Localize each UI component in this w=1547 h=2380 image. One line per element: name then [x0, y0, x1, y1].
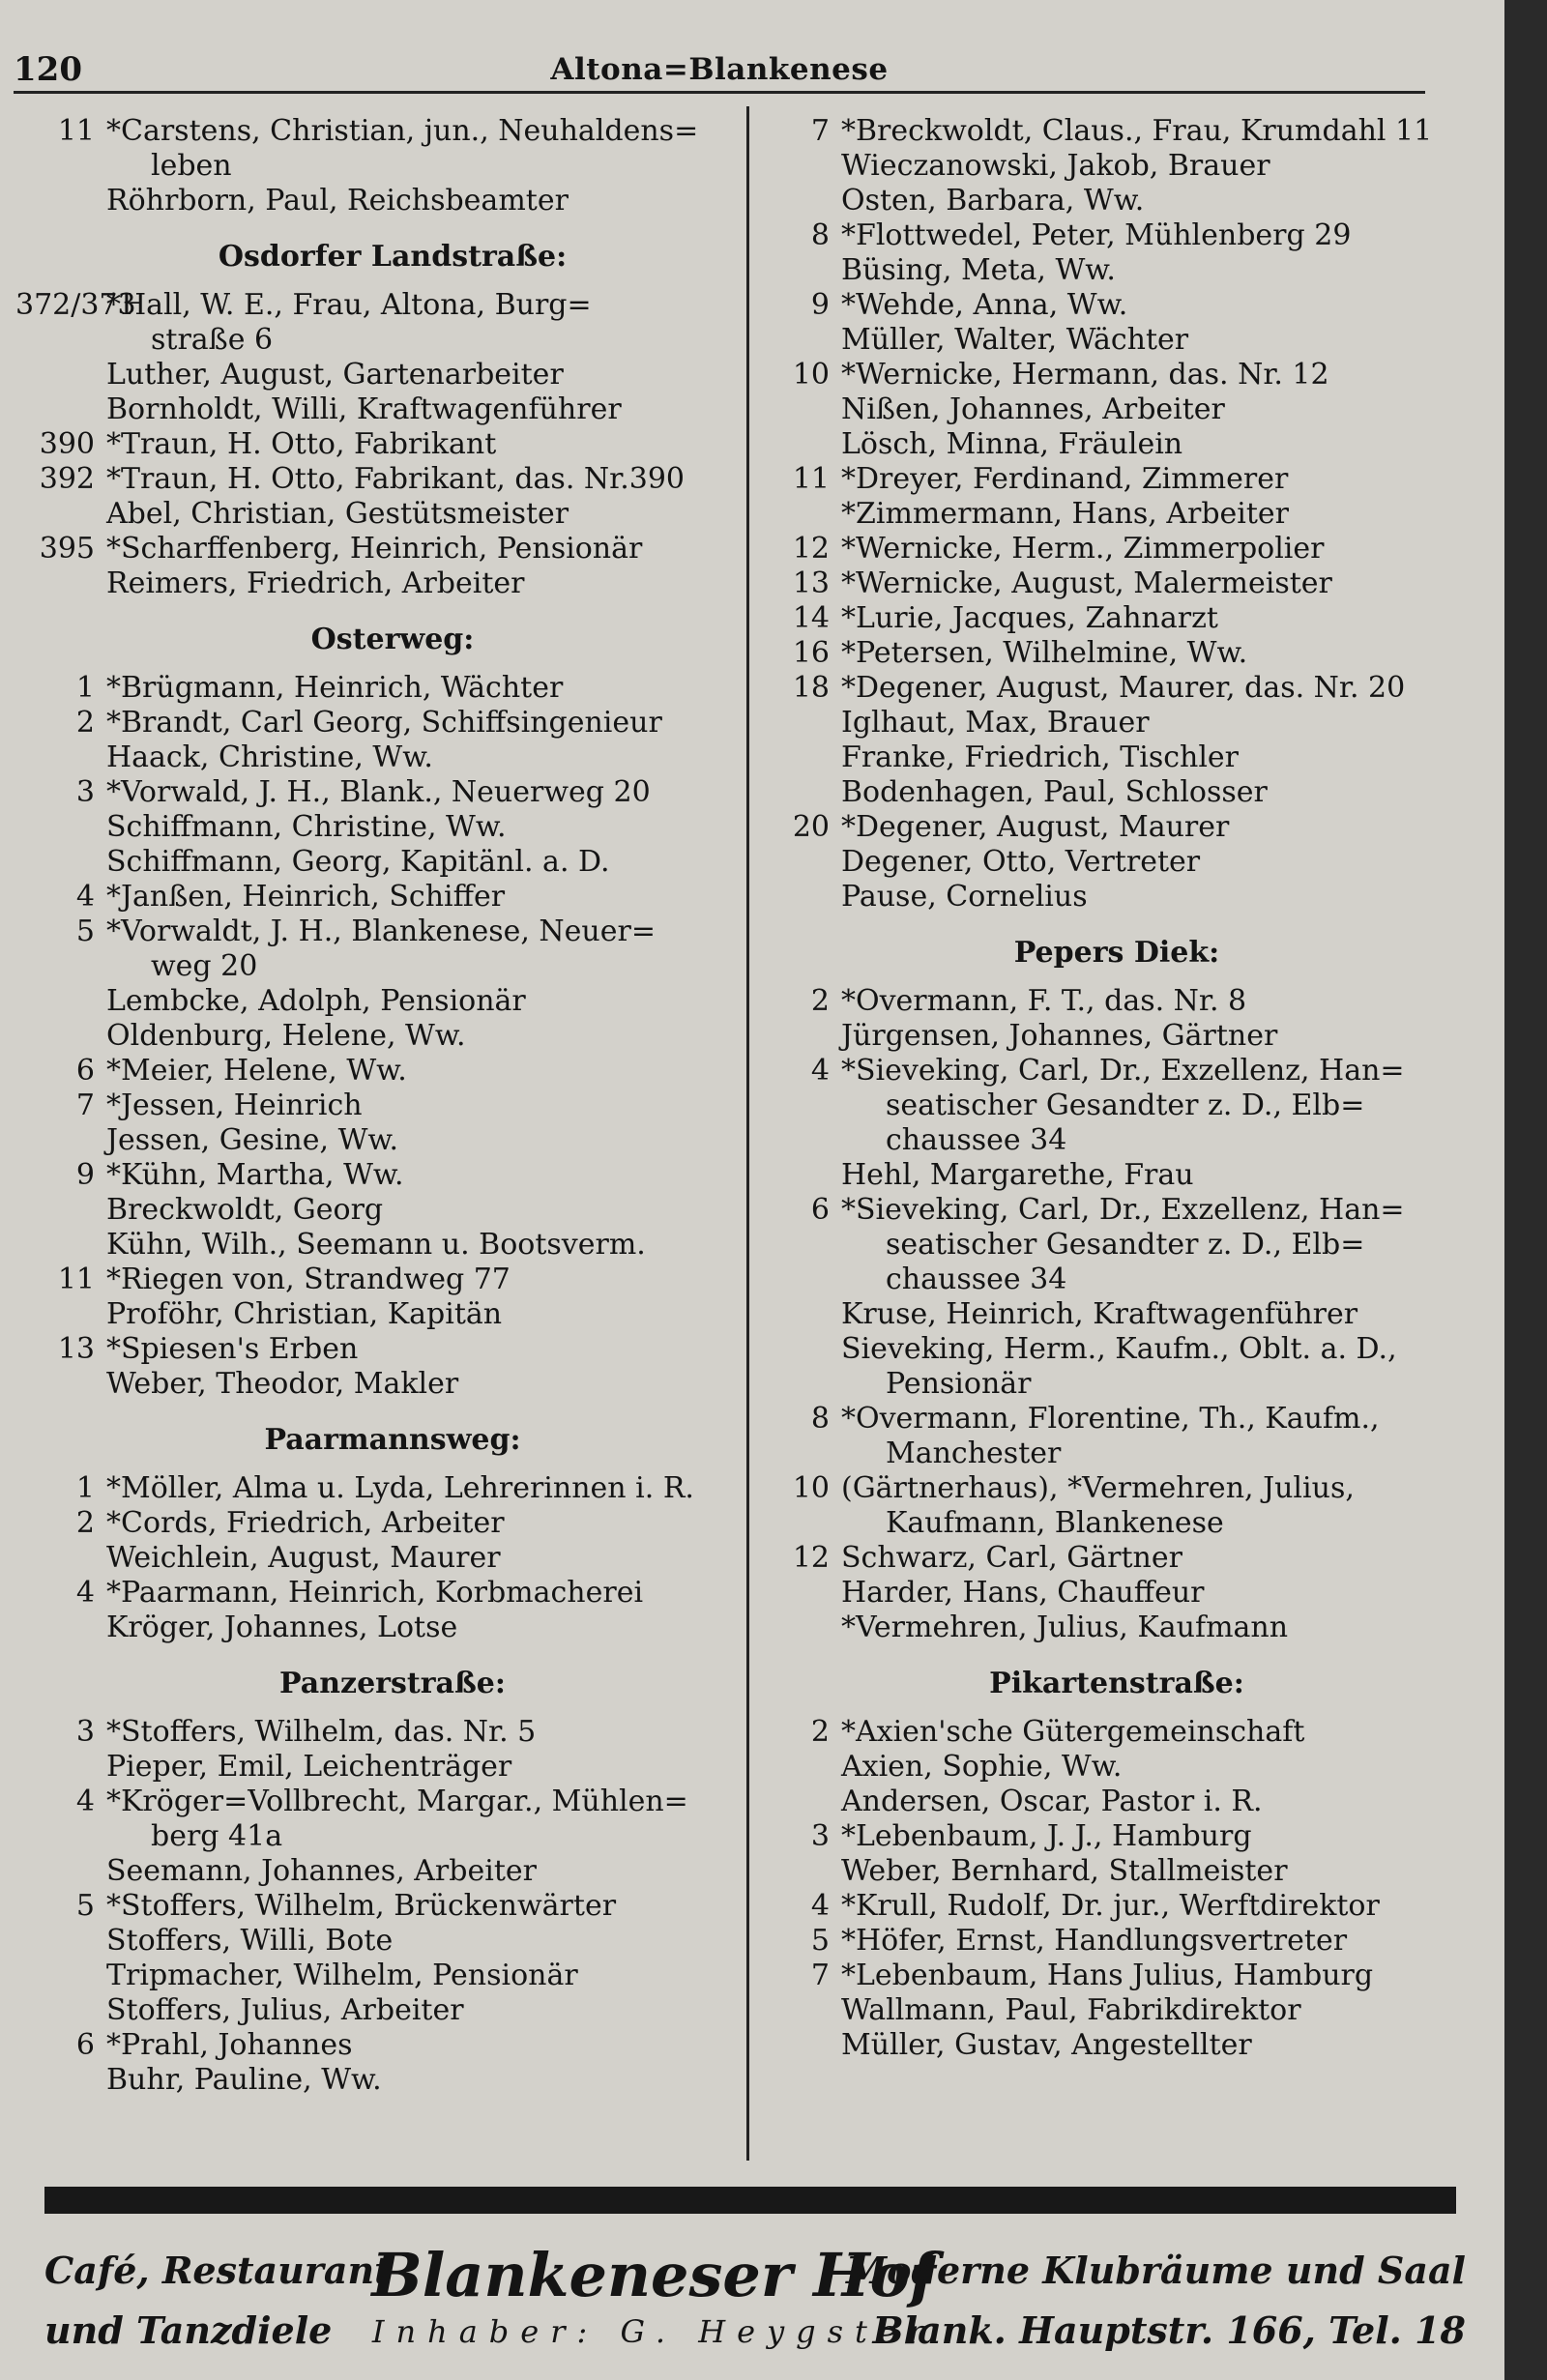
resident-line: Weichlein, August, Maurer — [106, 1541, 501, 1575]
house-number: 13 — [792, 566, 830, 600]
directory-entry — [15, 1158, 731, 1193]
resident-line: Oldenburg, Helene, Ww. — [106, 1019, 466, 1053]
house-number: 6 — [810, 1193, 830, 1227]
directory-entry — [764, 462, 1431, 497]
house-number: 12 — [792, 1541, 830, 1575]
directory-entry — [15, 1088, 731, 1123]
directory-entry — [764, 1402, 1431, 1471]
resident-line: *Vermehren, Julius, Kaufmann — [841, 1611, 1289, 1644]
resident-line: *Flottwedel, Peter, Mühlenberg 29 — [841, 218, 1352, 252]
resident-line: Pieper, Emil, Leichenträger — [106, 1750, 512, 1784]
resident-line: *Overmann, F. T., das. Nr. 8 — [841, 984, 1247, 1018]
resident-line: *Petersen, Wilhelmine, Ww. — [841, 636, 1248, 670]
resident-line: Buhr, Pauline, Ww. — [106, 2063, 382, 2097]
ad-right-line1: Moderne Klubräume und Saal — [846, 2249, 1466, 2292]
directory-entry — [15, 566, 731, 601]
resident-line: Nißen, Johannes, Arbeiter — [841, 392, 1225, 426]
directory-entry — [15, 1854, 731, 1889]
house-number: 1 — [75, 1471, 95, 1505]
footer-rule — [44, 2187, 1456, 2214]
directory-entry — [764, 288, 1431, 323]
resident-line: Degener, Otto, Vertreter — [841, 845, 1201, 879]
directory-entry — [15, 984, 731, 1019]
directory-entry — [764, 1854, 1431, 1889]
resident-line: Manchester — [886, 1437, 1062, 1470]
house-number: 4 — [75, 1576, 95, 1610]
directory-entry — [764, 1332, 1431, 1402]
house-number: 10 — [792, 1471, 830, 1505]
house-number: 395 — [39, 532, 95, 566]
resident-line: Weber, Bernhard, Stallmeister — [841, 1854, 1288, 1888]
resident-line: *Lebenbaum, Hans Julius, Hamburg — [841, 1959, 1374, 1992]
house-number: 4 — [75, 1785, 95, 1818]
resident-line: Luther, August, Gartenarbeiter — [106, 358, 564, 392]
directory-entry — [764, 845, 1431, 880]
house-number: 7 — [810, 114, 830, 148]
directory-entry — [764, 114, 1431, 149]
resident-line: Bornholdt, Willi, Kraftwagenführer — [106, 392, 622, 426]
directory-entry — [764, 149, 1431, 184]
resident-line: Kröger, Johannes, Lotse — [106, 1611, 458, 1644]
resident-line: *Höfer, Ernst, Handlungsvertreter — [841, 1924, 1348, 1958]
resident-line: *Sieveking, Carl, Dr., Exzellenz, Han= — [841, 1054, 1405, 1088]
resident-line: *Vorwaldt, J. H., Blankenese, Neuer= — [106, 914, 656, 948]
resident-line: *Axien'sche Gütergemeinschaft — [841, 1715, 1305, 1749]
resident-line: *Brügmann, Heinrich, Wächter — [106, 671, 564, 705]
house-number: 390 — [39, 427, 95, 461]
directory-entry — [15, 1750, 731, 1785]
resident-line: *Wernicke, Hermann, das. Nr. 12 — [841, 358, 1329, 392]
resident-line: Müller, Walter, Wächter — [841, 323, 1189, 357]
directory-entry — [15, 2028, 731, 2063]
page-title: Altona=Blankenese — [550, 52, 889, 87]
directory-entry — [764, 427, 1431, 462]
directory-entry — [15, 1228, 731, 1263]
resident-line: *Wernicke, August, Malermeister — [841, 566, 1332, 600]
directory-entry — [764, 1785, 1431, 1819]
directory-entry — [15, 775, 731, 810]
resident-line: *Wernicke, Herm., Zimmerpolier — [841, 532, 1325, 566]
resident-line: Seemann, Johannes, Arbeiter — [106, 1854, 537, 1888]
directory-entry — [15, 1959, 731, 1993]
resident-line: Stoffers, Willi, Bote — [106, 1924, 394, 1958]
directory-entry — [764, 1193, 1431, 1297]
directory-entry — [764, 218, 1431, 253]
directory-entry — [764, 740, 1431, 775]
resident-line: *Paarmann, Heinrich, Korbmacherei — [106, 1576, 644, 1610]
ad-right-line2: Blank. Hauptstr. 166, Tel. 18 — [872, 2308, 1466, 2352]
resident-line: Proföhr, Christian, Kapitän — [106, 1297, 503, 1331]
directory-entry — [15, 1297, 731, 1332]
house-number: 2 — [75, 706, 95, 740]
resident-line: seatischer Gesandter z. D., Elb= — [886, 1228, 1365, 1262]
directory-entry — [15, 497, 731, 532]
resident-line: Lösch, Minna, Fräulein — [841, 427, 1183, 461]
resident-line: *Lurie, Jacques, Zahnarzt — [841, 601, 1218, 635]
house-number: 13 — [57, 1332, 95, 1366]
directory-entry — [764, 1993, 1431, 2028]
resident-line: chaussee 34 — [886, 1123, 1067, 1157]
directory-entry — [764, 1819, 1431, 1854]
directory-entry — [764, 1611, 1431, 1645]
directory-entry — [15, 358, 731, 392]
right-column — [764, 114, 1431, 2063]
directory-entry — [15, 1332, 731, 1367]
directory-entry — [764, 497, 1431, 532]
advertisement — [44, 2241, 1466, 2366]
house-number: 9 — [810, 288, 830, 322]
street-heading: Pikartenstraße: — [989, 1667, 1244, 1700]
directory-entry — [15, 1889, 731, 1924]
directory-entry — [15, 1785, 731, 1854]
resident-line: Wieczanowski, Jakob, Brauer — [841, 149, 1270, 183]
house-number: 5 — [75, 1889, 95, 1923]
directory-entry — [764, 1541, 1431, 1576]
directory-entry — [15, 880, 731, 914]
ad-owner: Inhaber: G. Heygster — [371, 2313, 936, 2350]
directory-entry — [764, 601, 1431, 636]
resident-line: Stoffers, Julius, Arbeiter — [106, 1993, 464, 2027]
resident-line: Axien, Sophie, Ww. — [841, 1750, 1123, 1784]
directory-entry — [764, 566, 1431, 601]
resident-line: Röhrborn, Paul, Reichsbeamter — [106, 184, 569, 218]
resident-line: Osten, Barbara, Ww. — [841, 184, 1145, 218]
house-number: 6 — [75, 1054, 95, 1088]
directory-entry — [764, 1715, 1431, 1750]
resident-line: Kaufmann, Blankenese — [886, 1506, 1224, 1540]
resident-line: leben — [151, 149, 232, 183]
directory-entry — [764, 253, 1431, 288]
house-number: 4 — [75, 880, 95, 914]
resident-line: *Degener, August, Maurer — [841, 810, 1230, 844]
house-number: 20 — [792, 810, 830, 844]
house-number: 7 — [810, 1959, 830, 1992]
house-number: 10 — [792, 358, 830, 392]
resident-line: Sieveking, Herm., Kaufm., Oblt. a. D., — [841, 1332, 1397, 1366]
house-number: 3 — [810, 1819, 830, 1853]
directory-entry — [15, 114, 731, 184]
street-heading: Pepers Diek: — [1013, 936, 1220, 970]
directory-entry — [764, 2028, 1431, 2063]
resident-line: Müller, Gustav, Angestellter — [841, 2028, 1252, 2062]
house-number: 9 — [75, 1158, 95, 1192]
directory-entry — [764, 775, 1431, 810]
house-number: 11 — [792, 462, 830, 496]
directory-entry — [15, 288, 731, 358]
directory-entry — [15, 1054, 731, 1088]
resident-line: *Krull, Rudolf, Dr. jur., Werftdirektor — [841, 1889, 1380, 1923]
column-divider — [746, 106, 749, 2161]
resident-line: *Möller, Alma u. Lyda, Lehrerinnen i. R. — [106, 1471, 694, 1505]
resident-line: Schiffmann, Christine, Ww. — [106, 810, 507, 844]
directory-entry — [15, 1471, 731, 1506]
street-heading: Osdorfer Landstraße: — [218, 240, 568, 274]
resident-line: Jessen, Gesine, Ww. — [106, 1123, 399, 1157]
resident-line: weg 20 — [151, 949, 258, 983]
resident-line: *Wehde, Anna, Ww. — [841, 288, 1128, 322]
directory-entry — [15, 392, 731, 427]
directory-entry — [15, 1924, 731, 1959]
house-number: 3 — [75, 1715, 95, 1749]
house-number: 392 — [39, 462, 95, 496]
directory-entry — [15, 740, 731, 775]
resident-line: Haack, Christine, Ww. — [106, 740, 433, 774]
ad-business-name: Blankeneser Hof — [371, 2240, 936, 2310]
directory-entry — [764, 671, 1431, 706]
resident-line: berg 41a — [151, 1819, 283, 1853]
directory-entry — [764, 984, 1431, 1019]
directory-entry — [764, 1576, 1431, 1611]
resident-line: Tripmacher, Wilhelm, Pensionär — [106, 1959, 578, 1992]
house-number: 3 — [75, 775, 95, 809]
directory-entry — [764, 706, 1431, 740]
resident-line: *Stoffers, Wilhelm, das. Nr. 5 — [106, 1715, 537, 1749]
house-number: 18 — [792, 671, 830, 705]
resident-line: Franke, Friedrich, Tischler — [841, 740, 1240, 774]
resident-line: *Traun, H. Otto, Fabrikant — [106, 427, 497, 461]
resident-line: *Kühn, Martha, Ww. — [106, 1158, 404, 1192]
directory-entry — [764, 358, 1431, 392]
house-number: 2 — [810, 984, 830, 1018]
resident-line: Jürgensen, Johannes, Gärtner — [841, 1019, 1278, 1053]
ad-left-block — [44, 2241, 392, 2361]
resident-line: *Stoffers, Wilhelm, Brückenwärter — [106, 1889, 617, 1923]
directory-entry — [15, 1367, 731, 1402]
resident-line: Schwarz, Carl, Gärtner — [841, 1541, 1182, 1575]
resident-line: *Jessen, Heinrich — [106, 1088, 363, 1122]
resident-line: *Janßen, Heinrich, Schiffer — [106, 880, 506, 914]
directory-entry — [764, 1924, 1431, 1959]
house-number: 12 — [792, 532, 830, 566]
resident-line: Iglhaut, Max, Brauer — [841, 706, 1150, 740]
directory-entry — [15, 810, 731, 845]
directory-entry — [764, 184, 1431, 218]
resident-line: Bodenhagen, Paul, Schlosser — [841, 775, 1268, 809]
directory-entry — [15, 1576, 731, 1611]
house-number: 6 — [75, 2028, 95, 2062]
directory-entry — [15, 1506, 731, 1541]
resident-line: *Spiesen's Erben — [106, 1332, 359, 1366]
resident-line: *Scharffenberg, Heinrich, Pensionär — [106, 532, 643, 566]
directory-entry — [15, 1193, 731, 1228]
directory-entry — [15, 914, 731, 984]
resident-line: Schiffmann, Georg, Kapitänl. a. D. — [106, 845, 610, 879]
directory-entry — [764, 1471, 1431, 1541]
directory-entry — [15, 845, 731, 880]
house-number: 372/373 — [15, 288, 136, 322]
resident-line: seatischer Gesandter z. D., Elb= — [886, 1088, 1365, 1122]
resident-line: *Hall, W. E., Frau, Altona, Burg= — [106, 288, 592, 322]
directory-entry — [15, 1123, 731, 1158]
resident-line: Kruse, Heinrich, Kraftwagenführer — [841, 1297, 1358, 1331]
resident-line: Hehl, Margarethe, Frau — [841, 1158, 1194, 1192]
house-number: 1 — [75, 671, 95, 705]
directory-entry — [15, 1715, 731, 1750]
street-heading: Panzerstraße: — [279, 1667, 506, 1700]
house-number: 2 — [75, 1506, 95, 1540]
left-column — [15, 114, 731, 2098]
resident-line: *Cords, Friedrich, Arbeiter — [106, 1506, 505, 1540]
directory-entry — [764, 1959, 1431, 1993]
street-heading: Osterweg: — [310, 623, 475, 656]
directory-entry — [15, 1263, 731, 1297]
resident-line: *Breckwoldt, Claus., Frau, Krumdahl 11 — [841, 114, 1433, 148]
house-number: 16 — [792, 636, 830, 670]
resident-line: *Vorwald, J. H., Blank., Neuerweg 20 — [106, 775, 651, 809]
ad-left-line1: Café, Restaurant — [44, 2249, 392, 2292]
directory-entry — [764, 880, 1431, 914]
directory-entry — [764, 1019, 1431, 1054]
directory-entry — [764, 810, 1431, 845]
house-number: 5 — [810, 1924, 830, 1958]
resident-line: Pensionär — [886, 1367, 1032, 1401]
resident-line: Abel, Christian, Gestütsmeister — [106, 497, 569, 531]
resident-line: Kühn, Wilh., Seemann u. Bootsverm. — [106, 1228, 646, 1262]
resident-line: Andersen, Oscar, Pastor i. R. — [841, 1785, 1263, 1818]
directory-entry — [15, 1019, 731, 1054]
page-edge-shadow — [1504, 0, 1547, 2380]
resident-line: *Prahl, Johannes — [106, 2028, 353, 2062]
directory-entry — [15, 462, 731, 497]
directory-entry — [15, 1993, 731, 2028]
house-number: 8 — [810, 1402, 830, 1436]
resident-line: *Meier, Helene, Ww. — [106, 1054, 407, 1088]
directory-entry — [764, 323, 1431, 358]
house-number: 8 — [810, 218, 830, 252]
house-number: 5 — [75, 914, 95, 948]
resident-line: Wallmann, Paul, Fabrikdirektor — [841, 1993, 1301, 2027]
house-number: 11 — [57, 114, 95, 148]
directory-entry — [764, 1297, 1431, 1332]
resident-line: *Kröger=Vollbrecht, Margar., Mühlen= — [106, 1785, 688, 1818]
resident-line: *Lebenbaum, J. J., Hamburg — [841, 1819, 1252, 1853]
resident-line: Pause, Cornelius — [841, 880, 1088, 914]
directory-entry — [764, 532, 1431, 566]
running-header — [14, 50, 1425, 94]
directory-entry — [764, 392, 1431, 427]
directory-entry — [764, 1750, 1431, 1785]
resident-line: *Riegen von, Strandweg 77 — [106, 1263, 511, 1296]
resident-line: *Zimmermann, Hans, Arbeiter — [841, 497, 1290, 531]
house-number: 4 — [810, 1889, 830, 1923]
resident-line: *Brandt, Carl Georg, Schiffsingenieur — [106, 706, 662, 740]
resident-line: *Sieveking, Carl, Dr., Exzellenz, Han= — [841, 1193, 1405, 1227]
resident-line: Reimers, Friedrich, Arbeiter — [106, 566, 525, 600]
resident-line: Weber, Theodor, Makler — [106, 1367, 459, 1401]
resident-line: *Carstens, Christian, jun., Neuhaldens= — [106, 114, 699, 148]
ad-right-block — [846, 2241, 1466, 2361]
directory-entry — [15, 184, 731, 218]
directory-entry — [15, 532, 731, 566]
directory-entry — [764, 1054, 1431, 1158]
house-number: 7 — [75, 1088, 95, 1122]
directory-entry — [15, 427, 731, 462]
resident-line: (Gärtnerhaus), *Vermehren, Julius, — [841, 1471, 1355, 1505]
resident-line: *Dreyer, Ferdinand, Zimmerer — [841, 462, 1289, 496]
resident-line: *Degener, August, Maurer, das. Nr. 20 — [841, 671, 1406, 705]
directory-entry — [764, 636, 1431, 671]
resident-line: Breckwoldt, Georg — [106, 1193, 384, 1227]
directory-entry — [15, 706, 731, 740]
directory-entry — [15, 1541, 731, 1576]
directory-entry — [764, 1889, 1431, 1924]
house-number: 14 — [792, 601, 830, 635]
resident-line: *Overmann, Florentine, Th., Kaufm., — [841, 1402, 1380, 1436]
house-number: 11 — [57, 1263, 95, 1296]
resident-line: Lembcke, Adolph, Pensionär — [106, 984, 526, 1018]
ad-left-line2: und Tanzdiele — [44, 2308, 333, 2352]
directory-entry — [15, 1611, 731, 1645]
directory-entry — [15, 671, 731, 706]
resident-line: Büsing, Meta, Ww. — [841, 253, 1116, 287]
directory-entry — [15, 2063, 731, 2098]
page-number: 120 — [14, 50, 82, 89]
house-number: 4 — [810, 1054, 830, 1088]
directory-entry — [764, 1158, 1431, 1193]
resident-line: chaussee 34 — [886, 1263, 1067, 1296]
resident-line: Harder, Hans, Chauffeur — [841, 1576, 1205, 1610]
house-number: 2 — [810, 1715, 830, 1749]
street-heading: Paarmannsweg: — [264, 1423, 521, 1457]
resident-line: *Traun, H. Otto, Fabrikant, das. Nr.390 — [106, 462, 685, 496]
resident-line: straße 6 — [151, 323, 274, 357]
